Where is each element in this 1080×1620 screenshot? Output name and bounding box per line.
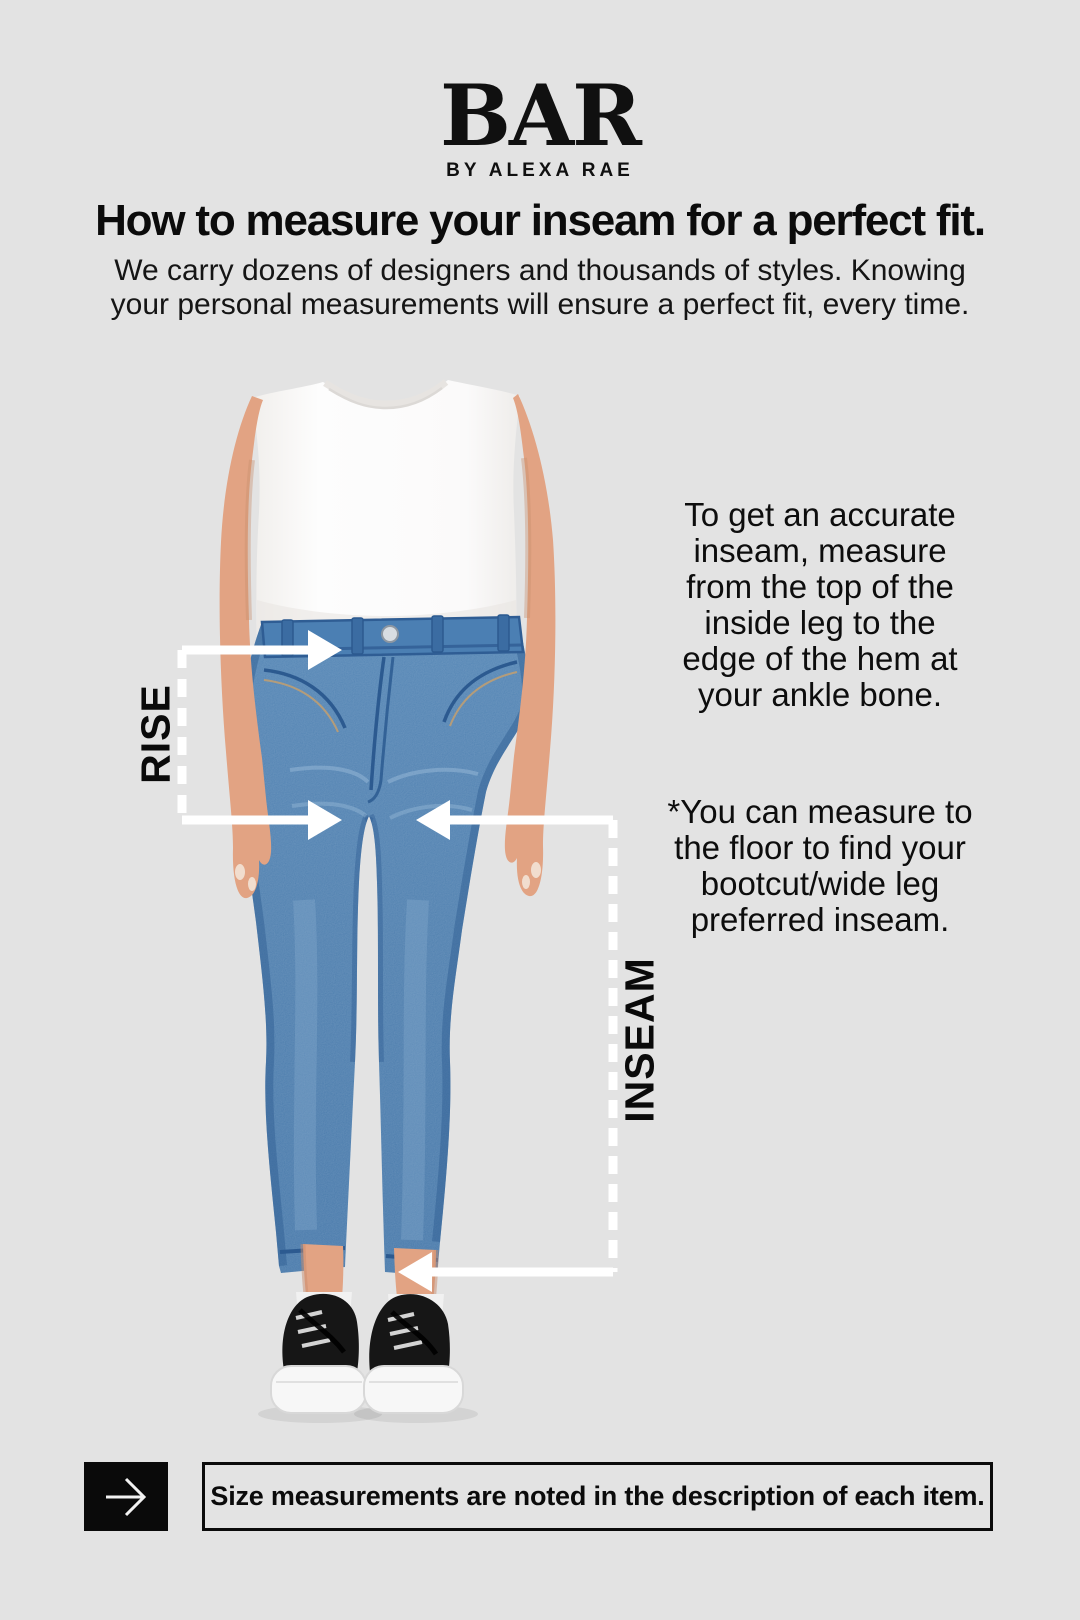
rise-label: RISE: [132, 684, 179, 784]
primary-instruction-line: inseam, measure: [693, 531, 947, 569]
jeans: [230, 600, 540, 1290]
page-subtitle-line: your personal measurements will ensure a perfect fit, every time.: [110, 287, 970, 321]
inseam-label: INSEAM: [616, 957, 663, 1123]
primary-instruction-line: inside leg to the: [704, 603, 936, 641]
size-note-text: Size measurements are noted in the description of each item.: [210, 1481, 985, 1511]
primary-instruction-line: To get an accurate: [684, 496, 956, 533]
size-note-box: [202, 1462, 993, 1531]
page-title: How to measure your inseam for a perfect fit.: [95, 196, 985, 245]
right-shoe-sole: [364, 1366, 463, 1413]
left-shoe-sole: [271, 1366, 366, 1413]
secondary-instruction-line: *You can measure to: [667, 793, 973, 830]
secondary-instruction-line: preferred inseam.: [690, 900, 950, 938]
page-subtitle-line: We carry dozens of designers and thousands of styles. Knowing: [114, 254, 966, 287]
right-shoe-upper: [369, 1294, 450, 1374]
sneakers: [271, 1292, 463, 1413]
brand-logo: BAR: [440, 66, 640, 165]
brand-tagline: BY ALEXA RAE: [446, 160, 634, 181]
primary-instruction-line: from the top of the: [686, 567, 954, 605]
arrow-right-icon: [100, 1473, 152, 1521]
primary-instruction-line: edge of the hem at: [682, 639, 958, 677]
next-button[interactable]: [84, 1462, 168, 1531]
tank-top: [252, 380, 520, 648]
secondary-instruction: [640, 794, 1000, 938]
secondary-instruction-line: the floor to find your: [674, 828, 966, 866]
primary-instruction-line: your ankle bone.: [697, 675, 942, 713]
jeans-button: [382, 626, 398, 642]
secondary-instruction-line: bootcut/wide leg: [700, 864, 940, 902]
primary-instruction: [645, 497, 995, 713]
left-shoe-upper: [282, 1294, 358, 1372]
